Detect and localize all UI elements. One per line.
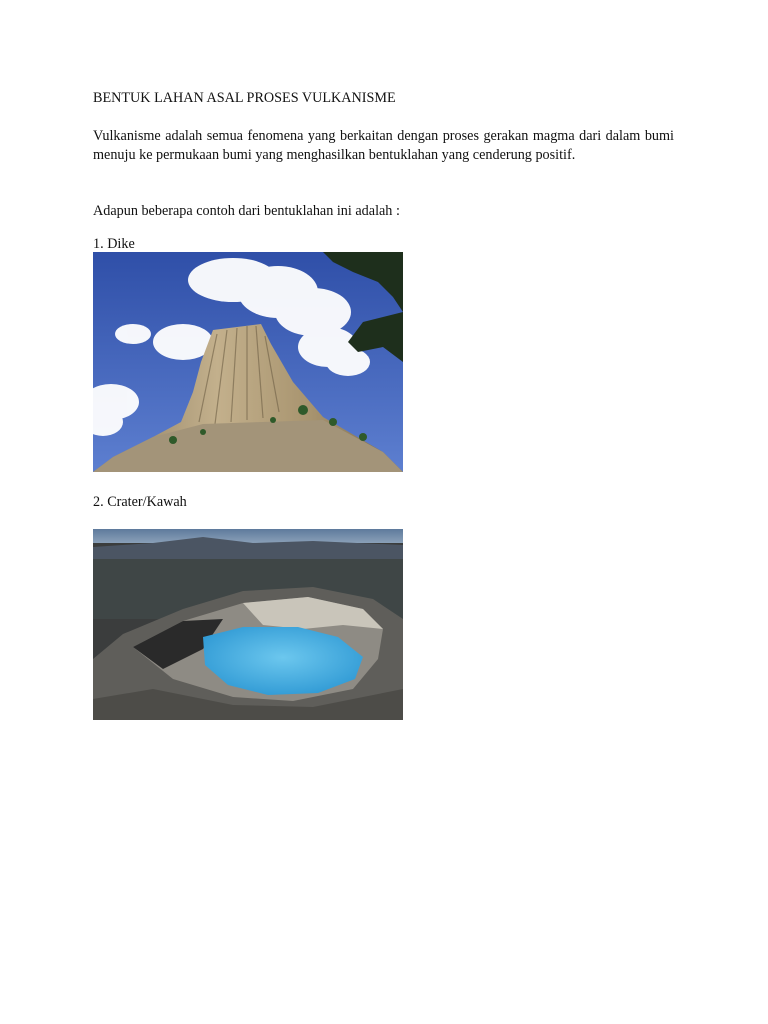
dike-photo bbox=[93, 252, 403, 472]
definition-paragraph: Vulkanisme adalah semua fenomena yang berkaitan dengan proses gerakan magma dari dalam bumi menuju ke permukaan bumi yang menghasilkan bentuklahan yang cenderung positif. bbox=[93, 128, 674, 163]
examples-intro: Adapun beberapa contoh dari bentuklahan ini adalah : bbox=[93, 203, 400, 219]
crater-photo bbox=[93, 529, 403, 720]
item-dike-label: 1. Dike bbox=[93, 236, 135, 252]
item-crater-label: 2. Crater/Kawah bbox=[93, 494, 187, 510]
document-title: BENTUK LAHAN ASAL PROSES VULKANISME bbox=[93, 90, 396, 106]
